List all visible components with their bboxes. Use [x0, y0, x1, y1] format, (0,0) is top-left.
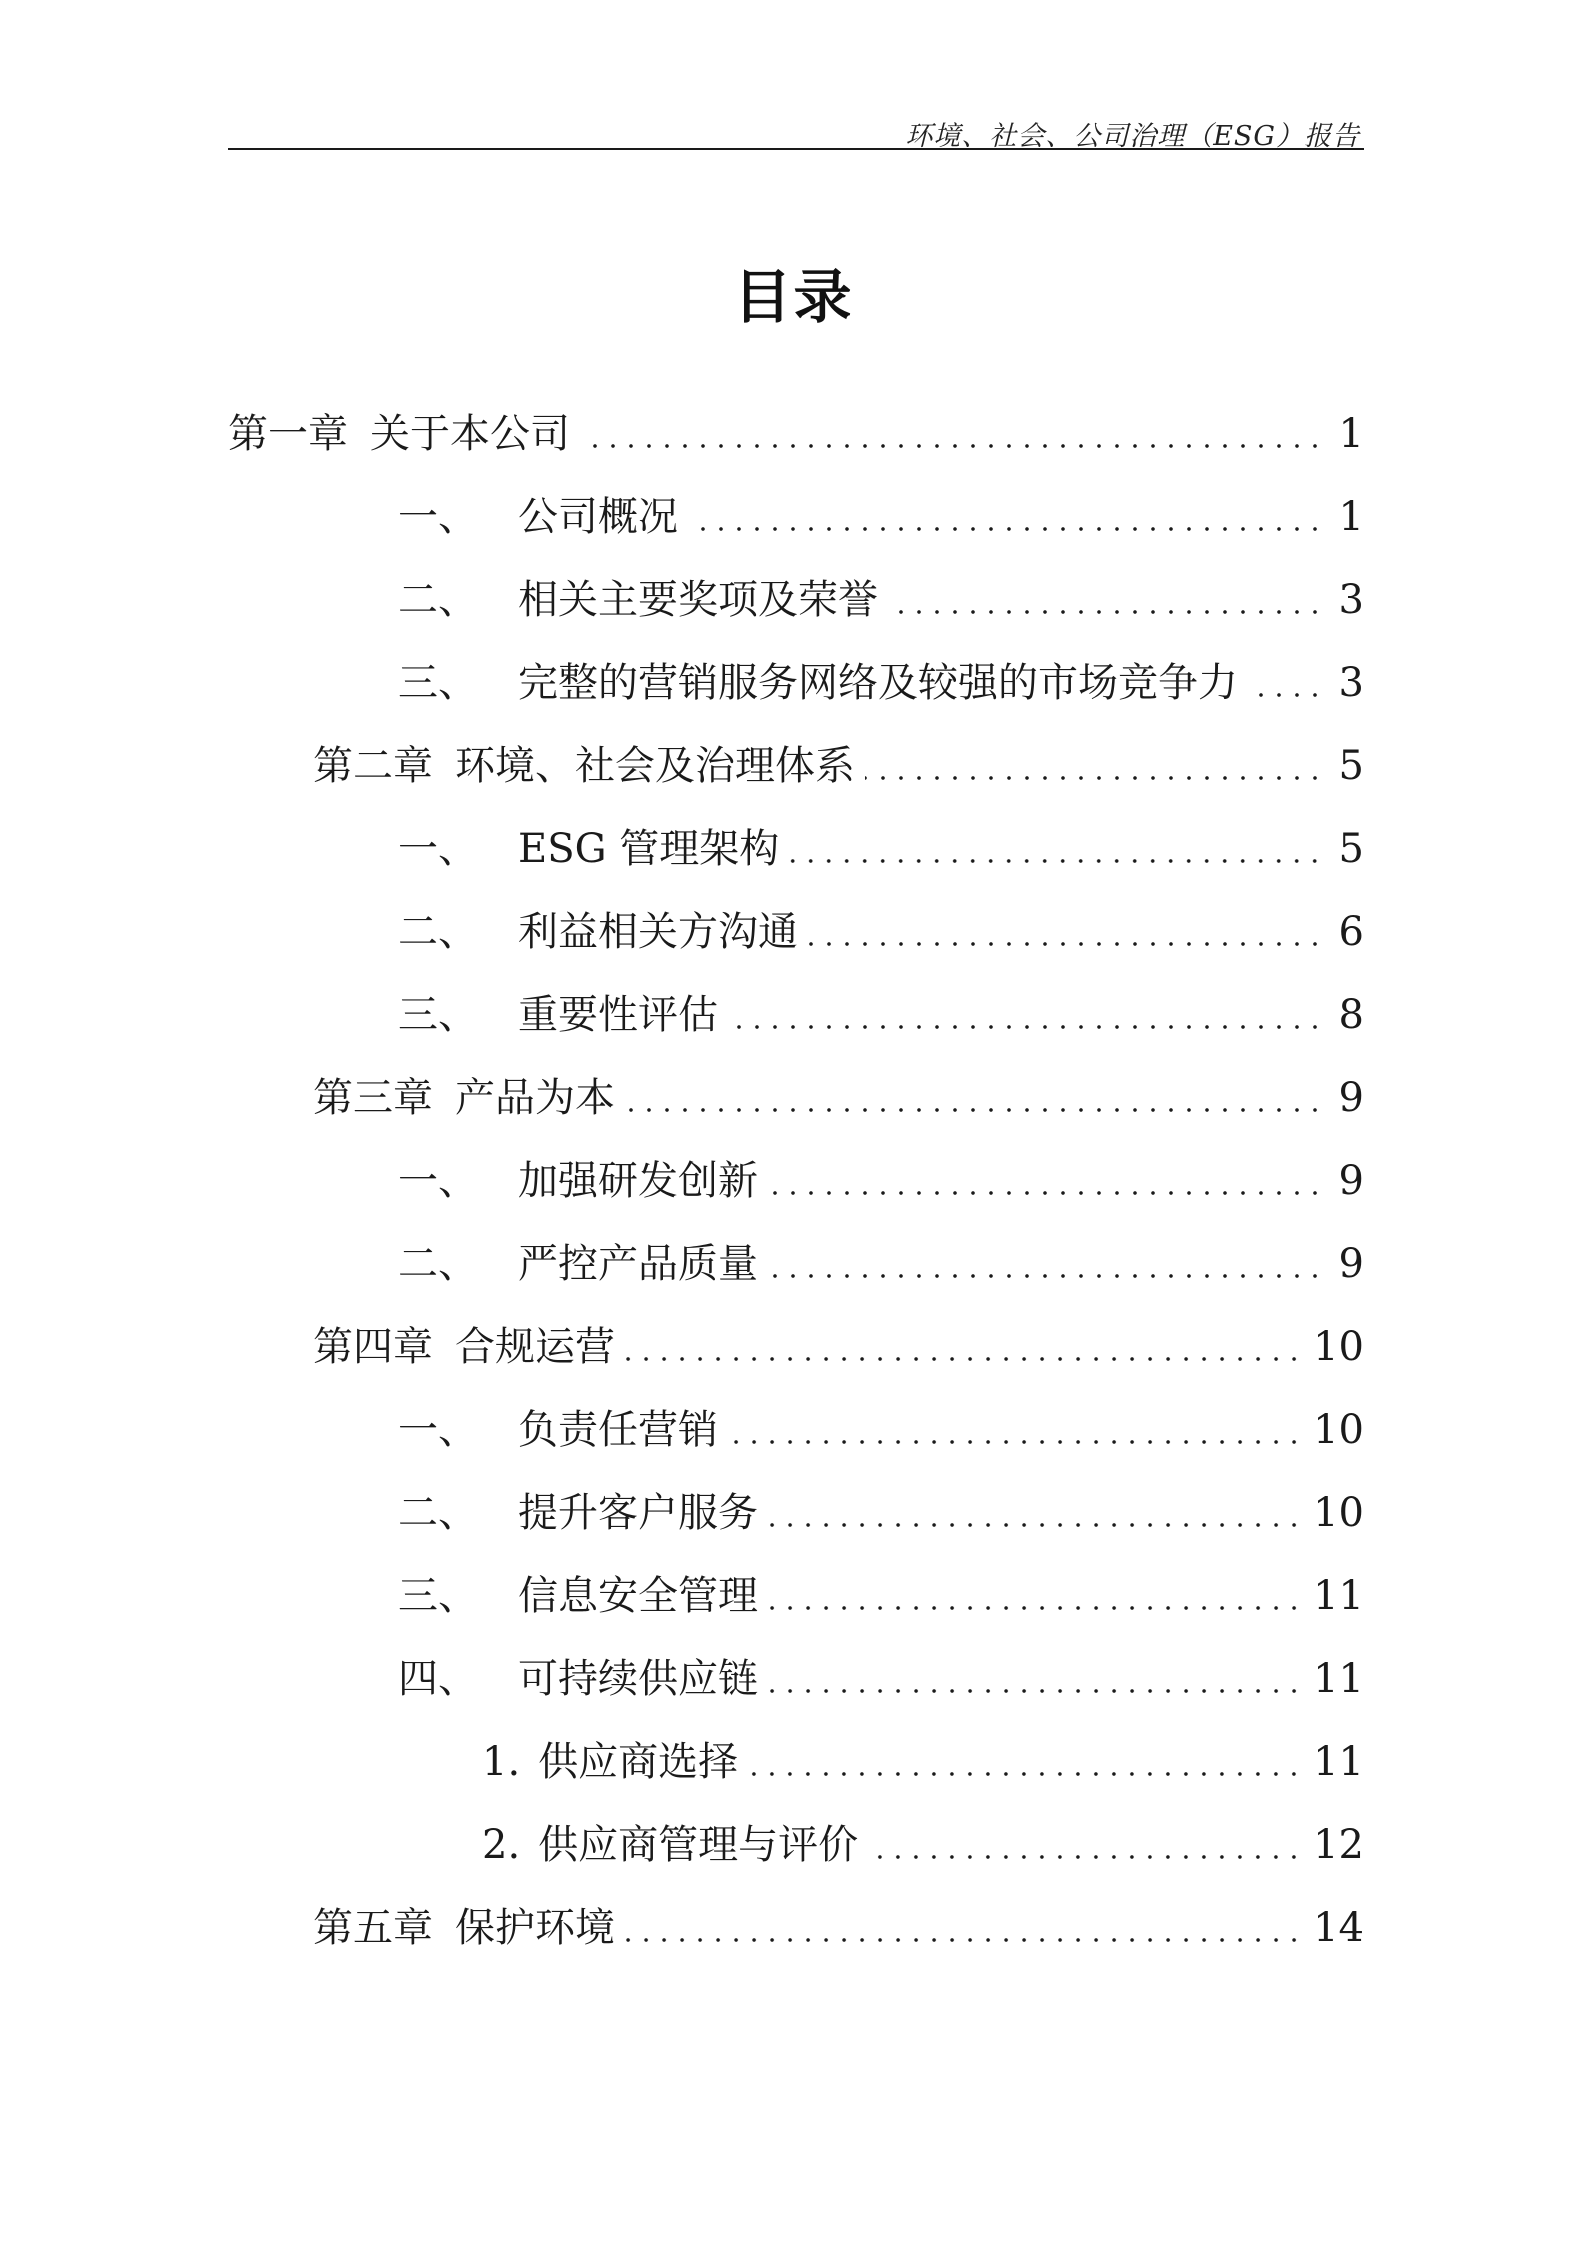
- toc-entry-page: 1: [1338, 494, 1364, 540]
- toc-entry-section-4-1[interactable]: [398, 1400, 1364, 1460]
- toc-entry-number: 第二章: [313, 743, 433, 789]
- toc-dot-leader: [625, 1317, 1303, 1377]
- toc-entry-label: 关于本公司: [370, 411, 570, 457]
- toc-entry-page: 6: [1338, 909, 1364, 955]
- toc-entry-label: 合规运营: [455, 1324, 615, 1370]
- toc-entry-label: 公司概况: [518, 494, 678, 540]
- toc-entry-chapter-1[interactable]: [228, 404, 1364, 464]
- toc-entry-page: 12: [1313, 1822, 1364, 1868]
- toc-entry-section-1-2[interactable]: [398, 570, 1364, 630]
- toc-entry-chapter-5[interactable]: [313, 1898, 1364, 1958]
- toc-entry-number: 第五章: [313, 1905, 433, 1951]
- toc-entry-page: 1: [1338, 411, 1364, 457]
- toc-entry-page: 5: [1338, 826, 1364, 872]
- toc-entry-number: 一、: [398, 826, 478, 872]
- toc-entry-label: 供应商管理与评价: [538, 1822, 859, 1868]
- toc-dot-leader: [625, 1068, 1324, 1128]
- toc-dot-leader: [865, 736, 1324, 796]
- toc-entry-page: 11: [1313, 1573, 1364, 1619]
- toc-entry-label: 完整的营销服务网络及较强的市场竞争力: [518, 660, 1238, 706]
- toc-entry-label: 加强研发创新: [518, 1158, 758, 1204]
- toc-title: 目录: [733, 263, 854, 331]
- toc-dot-leader: [768, 1483, 1303, 1543]
- toc-entry-page: 8: [1338, 992, 1364, 1038]
- toc-entry-number: 二、: [398, 1241, 478, 1287]
- toc-entry-chapter-2[interactable]: [313, 736, 1364, 796]
- toc-dot-leader: [580, 404, 1324, 464]
- toc-dot-leader: [768, 1234, 1324, 1294]
- toc-entry-section-1-1[interactable]: [398, 487, 1364, 547]
- toc-entry-number: 2.: [482, 1822, 521, 1868]
- toc-entry-number: 第三章: [313, 1075, 433, 1121]
- toc-entry-page: 10: [1313, 1407, 1364, 1453]
- toc-entry-label: 利益相关方沟通: [518, 909, 798, 955]
- toc-entry-number: 二、: [398, 909, 478, 955]
- toc-entry-page: 10: [1313, 1324, 1364, 1370]
- toc-entry-number: 三、: [398, 992, 478, 1038]
- toc-entry-section-3-1[interactable]: [398, 1151, 1364, 1211]
- toc-entry-label: 提升客户服务: [518, 1490, 758, 1536]
- toc-entry-number: 三、: [398, 660, 478, 706]
- toc-entry-page: 3: [1338, 660, 1364, 706]
- toc-entry-page: 11: [1313, 1739, 1364, 1785]
- toc-entry-number: 二、: [398, 577, 478, 623]
- toc-entry-label: ESG 管理架构: [518, 826, 780, 872]
- toc-entry-label: 信息安全管理: [518, 1573, 758, 1619]
- toc-entry-section-3-2[interactable]: [398, 1234, 1364, 1294]
- toc-entry-section-2-2[interactable]: [398, 902, 1364, 962]
- toc-entry-label: 产品为本: [455, 1075, 615, 1121]
- toc-entry-number: 四、: [398, 1656, 478, 1702]
- toc-entry-subsection-4-4-2[interactable]: [482, 1815, 1364, 1875]
- toc-entry-section-4-4[interactable]: [398, 1649, 1364, 1709]
- toc-entry-page: 5: [1338, 743, 1364, 789]
- page-header: [228, 114, 1364, 150]
- toc-entry-subsection-4-4-1[interactable]: [482, 1732, 1364, 1792]
- toc-dot-leader: [768, 1566, 1303, 1626]
- toc-entry-number: 1.: [482, 1739, 521, 1785]
- toc-dot-leader: [888, 570, 1324, 630]
- toc-dot-leader: [789, 819, 1324, 879]
- toc-dot-leader: [688, 487, 1324, 547]
- toc-entry-page: 3: [1338, 577, 1364, 623]
- toc-entry-section-2-3[interactable]: [398, 985, 1364, 1045]
- toc-dot-leader: [728, 1400, 1303, 1460]
- toc-entry-number: 第四章: [313, 1324, 433, 1370]
- toc-entry-number: 二、: [398, 1490, 478, 1536]
- toc-entry-number: 第一章: [228, 411, 348, 457]
- header-text: 环境、社会、公司治理（ESG）报告: [905, 121, 1360, 152]
- toc-entry-label: 保护环境: [455, 1905, 615, 1951]
- toc-entry-number: 一、: [398, 1407, 478, 1453]
- toc-dot-leader: [768, 1649, 1303, 1709]
- toc-entry-page: 9: [1338, 1158, 1364, 1204]
- toc-dot-leader: [625, 1898, 1303, 1958]
- toc-entry-label: 环境、社会及治理体系: [455, 743, 855, 789]
- toc-entry-label: 严控产品质量: [518, 1241, 758, 1287]
- toc-entry-page: 11: [1313, 1656, 1364, 1702]
- toc-entry-section-1-3[interactable]: [398, 653, 1364, 713]
- toc-dot-leader: [768, 1151, 1324, 1211]
- toc-entry-chapter-3[interactable]: [313, 1068, 1364, 1128]
- toc-dot-leader: [728, 985, 1324, 1045]
- toc-entry-page: 10: [1313, 1490, 1364, 1536]
- toc-entry-label: 重要性评估: [518, 992, 718, 1038]
- toc-entry-label: 相关主要奖项及荣誉: [518, 577, 878, 623]
- toc-dot-leader: [748, 1732, 1303, 1792]
- toc-entry-number: 一、: [398, 1158, 478, 1204]
- toc-entry-section-4-3[interactable]: [398, 1566, 1364, 1626]
- toc-dot-leader: [808, 902, 1324, 962]
- toc-entry-number: 一、: [398, 494, 478, 540]
- toc-entry-label: 供应商选择: [538, 1739, 739, 1785]
- toc-entry-page: 9: [1338, 1241, 1364, 1287]
- toc-dot-leader: [868, 1815, 1303, 1875]
- toc-entry-chapter-4[interactable]: [313, 1317, 1364, 1377]
- toc-entry-page: 9: [1338, 1075, 1364, 1121]
- toc-entry-number: 三、: [398, 1573, 478, 1619]
- toc-dot-leader: [1248, 653, 1324, 713]
- toc-entry-page: 14: [1313, 1905, 1364, 1951]
- toc-entry-section-4-2[interactable]: [398, 1483, 1364, 1543]
- toc-entry-label: 负责任营销: [518, 1407, 718, 1453]
- toc-entry-section-2-1[interactable]: [398, 819, 1364, 879]
- toc-entry-label: 可持续供应链: [518, 1656, 758, 1702]
